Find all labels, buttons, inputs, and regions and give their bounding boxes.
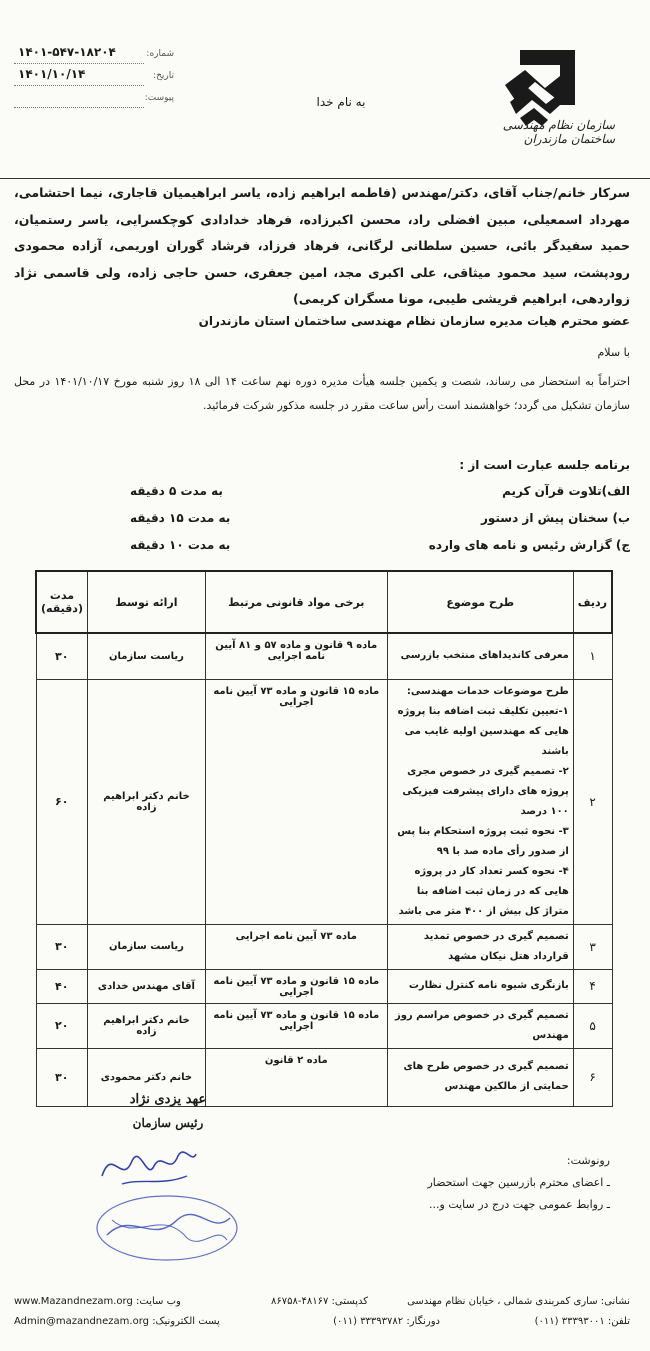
row-topic: تصمیم گیری در خصوص مراسم روز مهندس	[387, 1003, 573, 1048]
greeting: با سلام	[597, 346, 630, 359]
row-duration: ۶۰	[36, 679, 88, 924]
footer-postal-code: کدپستی: ۴۸۱۶۷-۸۶۷۵۸	[271, 1296, 368, 1307]
header-topic: طرح موضوع	[387, 571, 573, 633]
row-duration: ۲۰	[36, 1003, 88, 1048]
attachment-label: پیوست:	[144, 93, 174, 103]
recipient-position: عضو محترم هیات مدیره سازمان نظام مهندسی ساختمان استان مازندران	[198, 314, 630, 328]
letter-meta	[14, 45, 174, 111]
email-address[interactable]: Admin@mazandnezam.org	[14, 1316, 149, 1327]
footer-fax: دورنگار: ۳۳۳۹۳۷۸۲ (۰۱۱)	[333, 1316, 440, 1327]
row-law: ماده ۱۵ قانون و ماده ۷۳ آیین نامه اجرایی	[205, 1003, 387, 1048]
row-number: ۲	[573, 679, 612, 924]
date-row	[14, 67, 174, 89]
organization-name-script: سازمان نظام مهندسی ساختمان مازندران	[502, 118, 615, 146]
row-duration: ۳۰	[36, 1048, 88, 1106]
topic-line: ۴- نحوه کسر تعداد کار در پروژه هایی که در زمان ثبت اضافه بنا متراژ کل بیش از ۴۰۰ متر می باشد	[398, 865, 569, 917]
cc-title: رونوشت:	[566, 1154, 610, 1167]
row-presenter: ریاست سازمان	[88, 924, 206, 969]
agenda-table	[35, 570, 613, 1107]
row-presenter: خانم دکتر محمودی	[88, 1048, 206, 1106]
signatory-title: رئیس سازمان	[132, 1116, 204, 1130]
table-row	[36, 969, 612, 1003]
topic-line: ۳- نحوه ثبت پروژه استحکام بنا پس از صدور رأی ماده صد با ۹۹	[397, 825, 569, 857]
letter-number: ۱۴۰۱-۵۴۷-۱۸۲۰۴	[18, 45, 116, 59]
agenda-item-label: الف)تلاوت قرآن کریم	[502, 484, 630, 498]
header-row-number: ردیف	[573, 571, 612, 633]
row-duration: ۳۰	[36, 633, 88, 679]
header-duration-label: مدت	[49, 589, 75, 602]
attachment-row	[14, 89, 174, 111]
official-stamp	[92, 1190, 242, 1265]
website-label: وب سایت:	[136, 1296, 181, 1307]
row-topic	[387, 679, 573, 924]
header-presenter: ارائه توسط	[88, 571, 206, 633]
letter-footer	[14, 1296, 630, 1336]
row-presenter: خانم دکتر ابراهیم زاده	[88, 679, 206, 924]
table-row	[36, 924, 612, 969]
row-presenter: ریاست سازمان	[88, 633, 206, 679]
table-row	[36, 679, 612, 924]
agenda-item-duration: به مدت ۱۵ دقیقه	[130, 511, 231, 525]
topic-line: ۲- تصمیم گیری در خصوص مجری پروژه های دارای پیشرفت فیزیکی ۱۰۰ درصد	[402, 765, 569, 817]
table-header-row	[36, 571, 612, 633]
number-line	[14, 63, 144, 64]
agenda-list	[130, 484, 630, 565]
footer-phone: تلفن: ۳۳۳۹۳۰۰۱ (۰۱۱)	[534, 1316, 630, 1327]
agenda-item-duration: به مدت ۱۰ دقیقه	[130, 538, 231, 552]
row-law: ماده ۱۵ قانون و ماده ۷۳ آیین نامه اجرایی	[205, 679, 387, 924]
row-topic: بازنگری شیوه نامه کنترل نظارت	[387, 969, 573, 1003]
intro-paragraph: احتراماً به استحضار می رساند، شصت و یکمین جلسه هیأت مدیره دوره نهم ساعت ۱۴ الی ۱۸ روز شنبه مورخ ۱۴۰۱/۱۰/۱۷ در محل سازمان تشکیل می گردد؛ خواهشمند است رأس ساعت مقرر در جلسه مذکور شرکت فرمائید.	[14, 375, 630, 412]
agenda-title: برنامه جلسه عبارت است از :	[459, 458, 630, 472]
header-divider	[0, 178, 650, 179]
row-number: ۴	[573, 969, 612, 1003]
handwritten-signature	[92, 1136, 202, 1196]
cc-item: ـ روابط عمومی جهت درج در سایت و...	[429, 1198, 610, 1211]
topic-line: طرح موضوعات خدمات مهندسی:	[406, 685, 569, 697]
row-topic: معرفی کاندیداهای منتخب بازرسی	[387, 633, 573, 679]
agenda-item	[130, 538, 630, 565]
row-presenter: خانم دکتر ابراهیم زاده	[88, 1003, 206, 1048]
row-law: ماده ۲ قانون	[205, 1048, 387, 1106]
number-row	[14, 45, 174, 67]
agenda-item-label: ب) سخنان پیش از دستور	[480, 511, 630, 525]
date-label: تاریخ:	[153, 71, 174, 81]
row-duration: ۳۰	[36, 924, 88, 969]
header-law: برخی مواد قانونی مرتبط	[205, 571, 387, 633]
number-label: شماره:	[146, 49, 174, 59]
cc-item: ـ اعضای محترم بازرسین جهت استحضار	[427, 1176, 610, 1189]
carbon-copy	[350, 1150, 610, 1216]
agenda-item	[130, 511, 630, 538]
topic-line: ۱-تعیین تکلیف ثبت اضافه بنا پروژه هایی که مهندسین اولیه غایب می باشند	[397, 705, 569, 757]
row-number: ۱	[573, 633, 612, 679]
signatory-name: عهد یزدی نژاد	[129, 1092, 207, 1107]
row-number: ۳	[573, 924, 612, 969]
website-url[interactable]: www.Mazandnezam.org	[14, 1296, 133, 1307]
row-number: ۶	[573, 1048, 612, 1106]
basmala: به نام خدا	[316, 95, 366, 109]
email-label: پست الکترونیک:	[152, 1316, 220, 1327]
row-presenter: آقای مهندس خدادی	[88, 969, 206, 1003]
header-duration	[36, 571, 88, 633]
footer-email	[14, 1316, 220, 1327]
row-duration: ۴۰	[36, 969, 88, 1003]
addressee: سرکار خانم/جناب آقای، دکتر/مهندس (فاطمه ابراهیم زاده، یاسر ابراهیمیان قاجاری، نیما احتشامی، مهرداد اسمعیلی، مبین افضلی راد، محسن اکبرزاده، فرهاد خدادادی کوچکسرایی، یاسر رستمیان، حمید سفیدگر بائی، حسین سلطانی لرگانی، فرهاد فرزاد، فرشاد گوران اوریمی، آزاده محمودی رودپشت، سید محمود میثاقی، علی اکبری مجد، امین جعفری، حسن حاجی زاده، ولی قاسمی نژاد زواردهی، ابراهیم قریشی طیبی، مونا مسگران کریمی)	[14, 185, 630, 306]
date-line	[14, 85, 144, 86]
footer-website	[14, 1296, 181, 1307]
agenda-item-duration: به مدت ۵ دقیقه	[130, 484, 223, 498]
row-law: ماده ۱۵ قانون و ماده ۷۳ آیین نامه اجرایی	[205, 969, 387, 1003]
footer-address: نشانی: ساری کمربندی شمالی ، خیابان نظام مهندسی	[407, 1296, 630, 1307]
row-number: ۵	[573, 1003, 612, 1048]
table-row	[36, 1003, 612, 1048]
row-topic: تصمیم گیری در خصوص طرح های حمایتی از مالکین مهندس	[387, 1048, 573, 1106]
header-duration-unit: (دقیقه)	[41, 602, 83, 615]
agenda-item-label: ج) گزارش رئیس و نامه های وارده	[428, 538, 630, 552]
agenda-item	[130, 484, 630, 511]
letter-date: ۱۴۰۱/۱۰/۱۴	[18, 67, 86, 81]
row-law: ماده ۹ قانون و ماده ۵۷ و ۸۱ آیین نامه اجرایی	[205, 633, 387, 679]
row-law: ماده ۷۳ آیین نامه اجرایی	[205, 924, 387, 969]
attachment-line	[14, 107, 144, 108]
row-topic: تصمیم گیری در خصوص تمدید قرارداد هتل نیکان مشهد	[387, 924, 573, 969]
table-row	[36, 633, 612, 679]
